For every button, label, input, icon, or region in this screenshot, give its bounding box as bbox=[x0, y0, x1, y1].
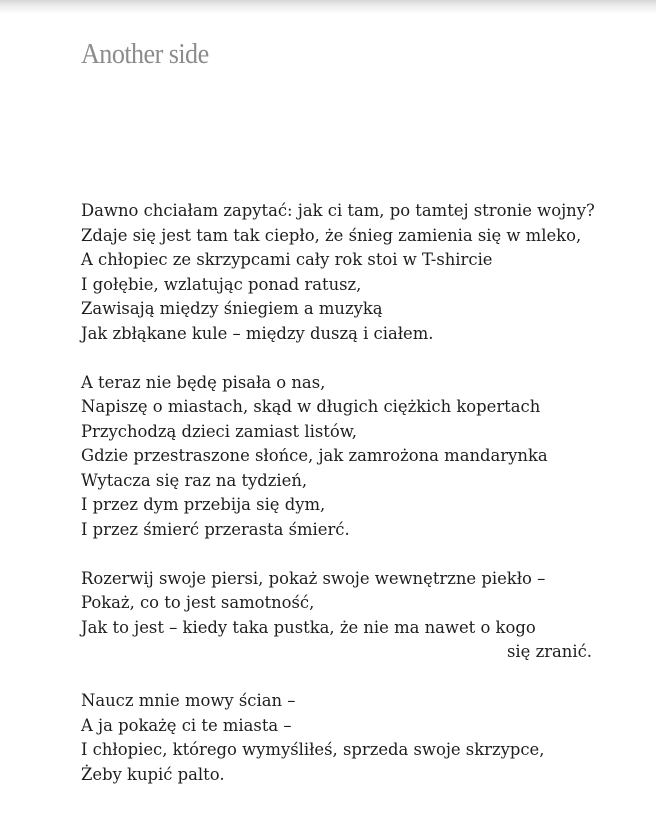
poem-line: Naucz mnie mowy ścian – bbox=[81, 691, 296, 710]
poem-line: A chłopiec ze skrzypcami cały rok stoi w T-shircie bbox=[81, 250, 493, 269]
poem-line: A teraz nie będę pisała o nas, bbox=[81, 372, 326, 392]
poem-body bbox=[81, 199, 596, 812]
poem-line: Jak zbłąkane kule – między duszą i ciałem. bbox=[81, 323, 434, 343]
page-title: Another side bbox=[81, 38, 209, 70]
poem-line: Rozerwij swoje piersi, pokaż swoje wewnętrzne piekło – bbox=[81, 568, 546, 588]
poem-line: I przez dym przebija się dym, bbox=[81, 495, 326, 514]
poem-line: Zdaje się jest tam tak ciepło, że śnieg zamienia się w mleko, bbox=[81, 225, 582, 245]
stanza-2 bbox=[81, 371, 596, 543]
poem-line: I gołębie, wzlatując ponad ratusz, bbox=[81, 274, 362, 294]
poem-line: Dawno chciałam zapytać: jak ci tam, po tamtej stronie wojny? bbox=[81, 201, 595, 220]
poem-line: A ja pokażę ci te miasta – bbox=[81, 715, 292, 735]
poem-line: Zawisają między śniegiem a muzyką bbox=[81, 299, 383, 318]
poem-line: I chłopiec, którego wymyśliłeś, sprzeda swoje skrzypce, bbox=[81, 740, 545, 759]
stanza-3 bbox=[81, 567, 596, 665]
stanza-4 bbox=[81, 689, 596, 787]
poem-line: Jak to jest – kiedy taka pustka, że nie ma nawet o kogo bbox=[81, 617, 536, 637]
poem-line-continuation: się zranić. bbox=[507, 642, 592, 661]
poem-line: Wytacza się raz na tydzień, bbox=[81, 470, 308, 490]
poem-line: Przychodzą dzieci zamiast listów, bbox=[81, 421, 357, 441]
stanza-1 bbox=[81, 199, 596, 346]
poem-line: Żeby kupić palto. bbox=[81, 764, 225, 784]
poem-line: Pokaż, co to jest samotność, bbox=[81, 593, 315, 612]
poem-line: I przez śmierć przerasta śmierć. bbox=[81, 519, 350, 539]
poem-line: Gdzie przestraszone słońce, jak zamrożona mandarynka bbox=[81, 446, 548, 465]
poem-line: Napiszę o miastach, skąd w długich ciężkich kopertach bbox=[81, 397, 541, 416]
